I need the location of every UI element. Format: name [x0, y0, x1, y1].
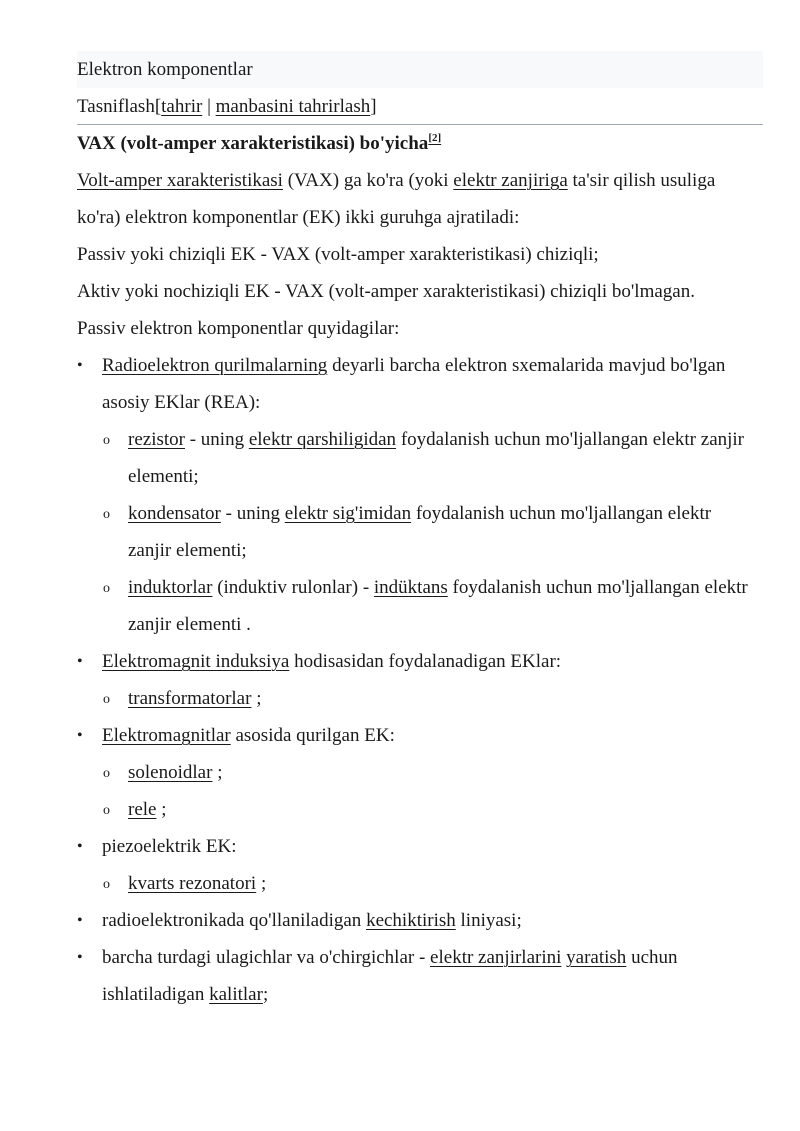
elektr-zanjirlarini-link[interactable]: elektr zanjirlarini [430, 947, 562, 968]
elektromagnit-induksiya-link[interactable]: Elektromagnit induksiya [102, 651, 290, 672]
list-item [77, 717, 757, 828]
kvarts-rezonatori-link[interactable]: kvarts rezonatori [128, 873, 257, 894]
intro-text-2: ta'sir qilish usuliga ko'ra) elektron komponentlar (EK) ikki guruhga ajratiladi: [77, 170, 716, 228]
list-item-text: uchun ishlatiladigan [102, 947, 678, 1005]
elektr-zanjiriga-link[interactable]: elektr zanjiriga [453, 170, 568, 191]
list-item-text: piezoelektrik EK: [102, 836, 237, 857]
passive-line: Passiv yoki chiziqli EK - VAX (volt-amper xarakteristikasi) chiziqli; [77, 244, 599, 265]
kalitlar-link[interactable]: kalitlar [209, 984, 263, 1005]
sub-item-text: - uning [184, 429, 249, 450]
list-intro: Passiv elektron komponentlar quyidagilar: [77, 318, 400, 339]
sub-item-text: ; [212, 762, 223, 783]
edit-bracket-open: [ [154, 96, 162, 117]
list-item-text: asosida qurilgan EK: [230, 725, 395, 746]
list-item-text: barcha turdagi ulagichlar va o'chirgichlar - [102, 947, 431, 968]
sub-item-text: ; [251, 688, 262, 709]
edit-link[interactable]: tahrir [161, 96, 203, 117]
volt-amper-link[interactable]: Volt-amper xarakteristikasi [77, 170, 283, 191]
list-item-text: ; [262, 984, 269, 1005]
edit-bracket-close: ] [370, 96, 377, 117]
sub-item-text: foydalanish uchun mo'ljallangan elektr zanjir elementi . [128, 577, 748, 635]
transformatorlar-link[interactable]: transformatorlar [128, 688, 252, 709]
intro-paragraph [77, 162, 757, 236]
induktans-link[interactable]: indüktans [373, 577, 448, 598]
kechiktirish-link[interactable]: kechiktirish [366, 910, 456, 931]
list-item [77, 347, 757, 643]
sub-list [102, 421, 757, 643]
elektr-qarshiligidan-link[interactable]: elektr qarshiligidan [248, 429, 397, 450]
section-heading [77, 88, 763, 125]
list-item [77, 939, 757, 1013]
sub-list-item [102, 495, 757, 569]
reference-link[interactable]: [2] [428, 132, 442, 144]
list-item-text: hodisasidan foydalanadigan EKlar: [289, 651, 562, 672]
sub-item-text: (induktiv rulonlar) - [212, 577, 374, 598]
sub-list-item [102, 421, 757, 495]
sub-list [102, 754, 757, 828]
sub-list [102, 680, 757, 717]
list-item-text: radioelektronikada qo'llaniladigan [102, 910, 367, 931]
component-list [77, 347, 757, 1013]
solenoidlar-link[interactable]: solenoidlar [128, 762, 213, 783]
induktorlar-link[interactable]: induktorlar [128, 577, 213, 598]
elektr-sigimidan-link[interactable]: elektr sig'imidan [284, 503, 412, 524]
list-item-text: liniyasi; [455, 910, 522, 931]
intro-text-1: (VAX) ga ko'ra (yoki [282, 170, 454, 191]
page-title [77, 51, 763, 88]
edit-source-link[interactable]: manbasini tahrirlash [215, 96, 371, 117]
list-item [77, 643, 757, 717]
section-heading-text: Tasniflash [77, 96, 155, 117]
sub-list [102, 865, 757, 902]
list-item-text: deyarli barcha elektron sxemalarida mavjud bo'lgan asosiy EKlar (REA): [102, 355, 726, 413]
sub-list-item [102, 865, 757, 902]
sub-item-text: foydalanish uchun mo'ljallangan elektr zanjir elementi; [128, 429, 745, 487]
kondensator-link[interactable]: kondensator [128, 503, 221, 524]
subheading [77, 125, 757, 162]
sub-list-item [102, 569, 757, 643]
sub-list-item [102, 791, 757, 828]
list-item [77, 902, 757, 939]
sub-list-item [102, 754, 757, 791]
list-item [77, 828, 757, 902]
sub-item-text: ; [256, 873, 267, 894]
sub-item-text: foydalanish uchun mo'ljallangan elektr zanjir elementi; [128, 503, 712, 561]
article-content [77, 51, 757, 1013]
rezistor-link[interactable]: rezistor [128, 429, 185, 450]
subheading-text: VAX (volt-amper xarakteristikasi) bo'yicha [77, 133, 429, 154]
sub-list-item [102, 680, 757, 717]
sub-item-text: ; [156, 799, 167, 820]
radioelektron-link[interactable]: Radioelektron qurilmalarning [102, 355, 328, 376]
edit-separator: | [202, 96, 216, 117]
yaratish-link[interactable]: yaratish [566, 947, 627, 968]
active-line: Aktiv yoki nochiziqli EK - VAX (volt-amper xarakteristikasi) chiziqli bo'lmagan. [77, 281, 695, 302]
sub-item-text: - uning [220, 503, 285, 524]
elektromagnitlar-link[interactable]: Elektromagnitlar [102, 725, 231, 746]
page-title-text: Elektron komponentlar [77, 59, 253, 80]
rele-link[interactable]: rele [128, 799, 157, 820]
